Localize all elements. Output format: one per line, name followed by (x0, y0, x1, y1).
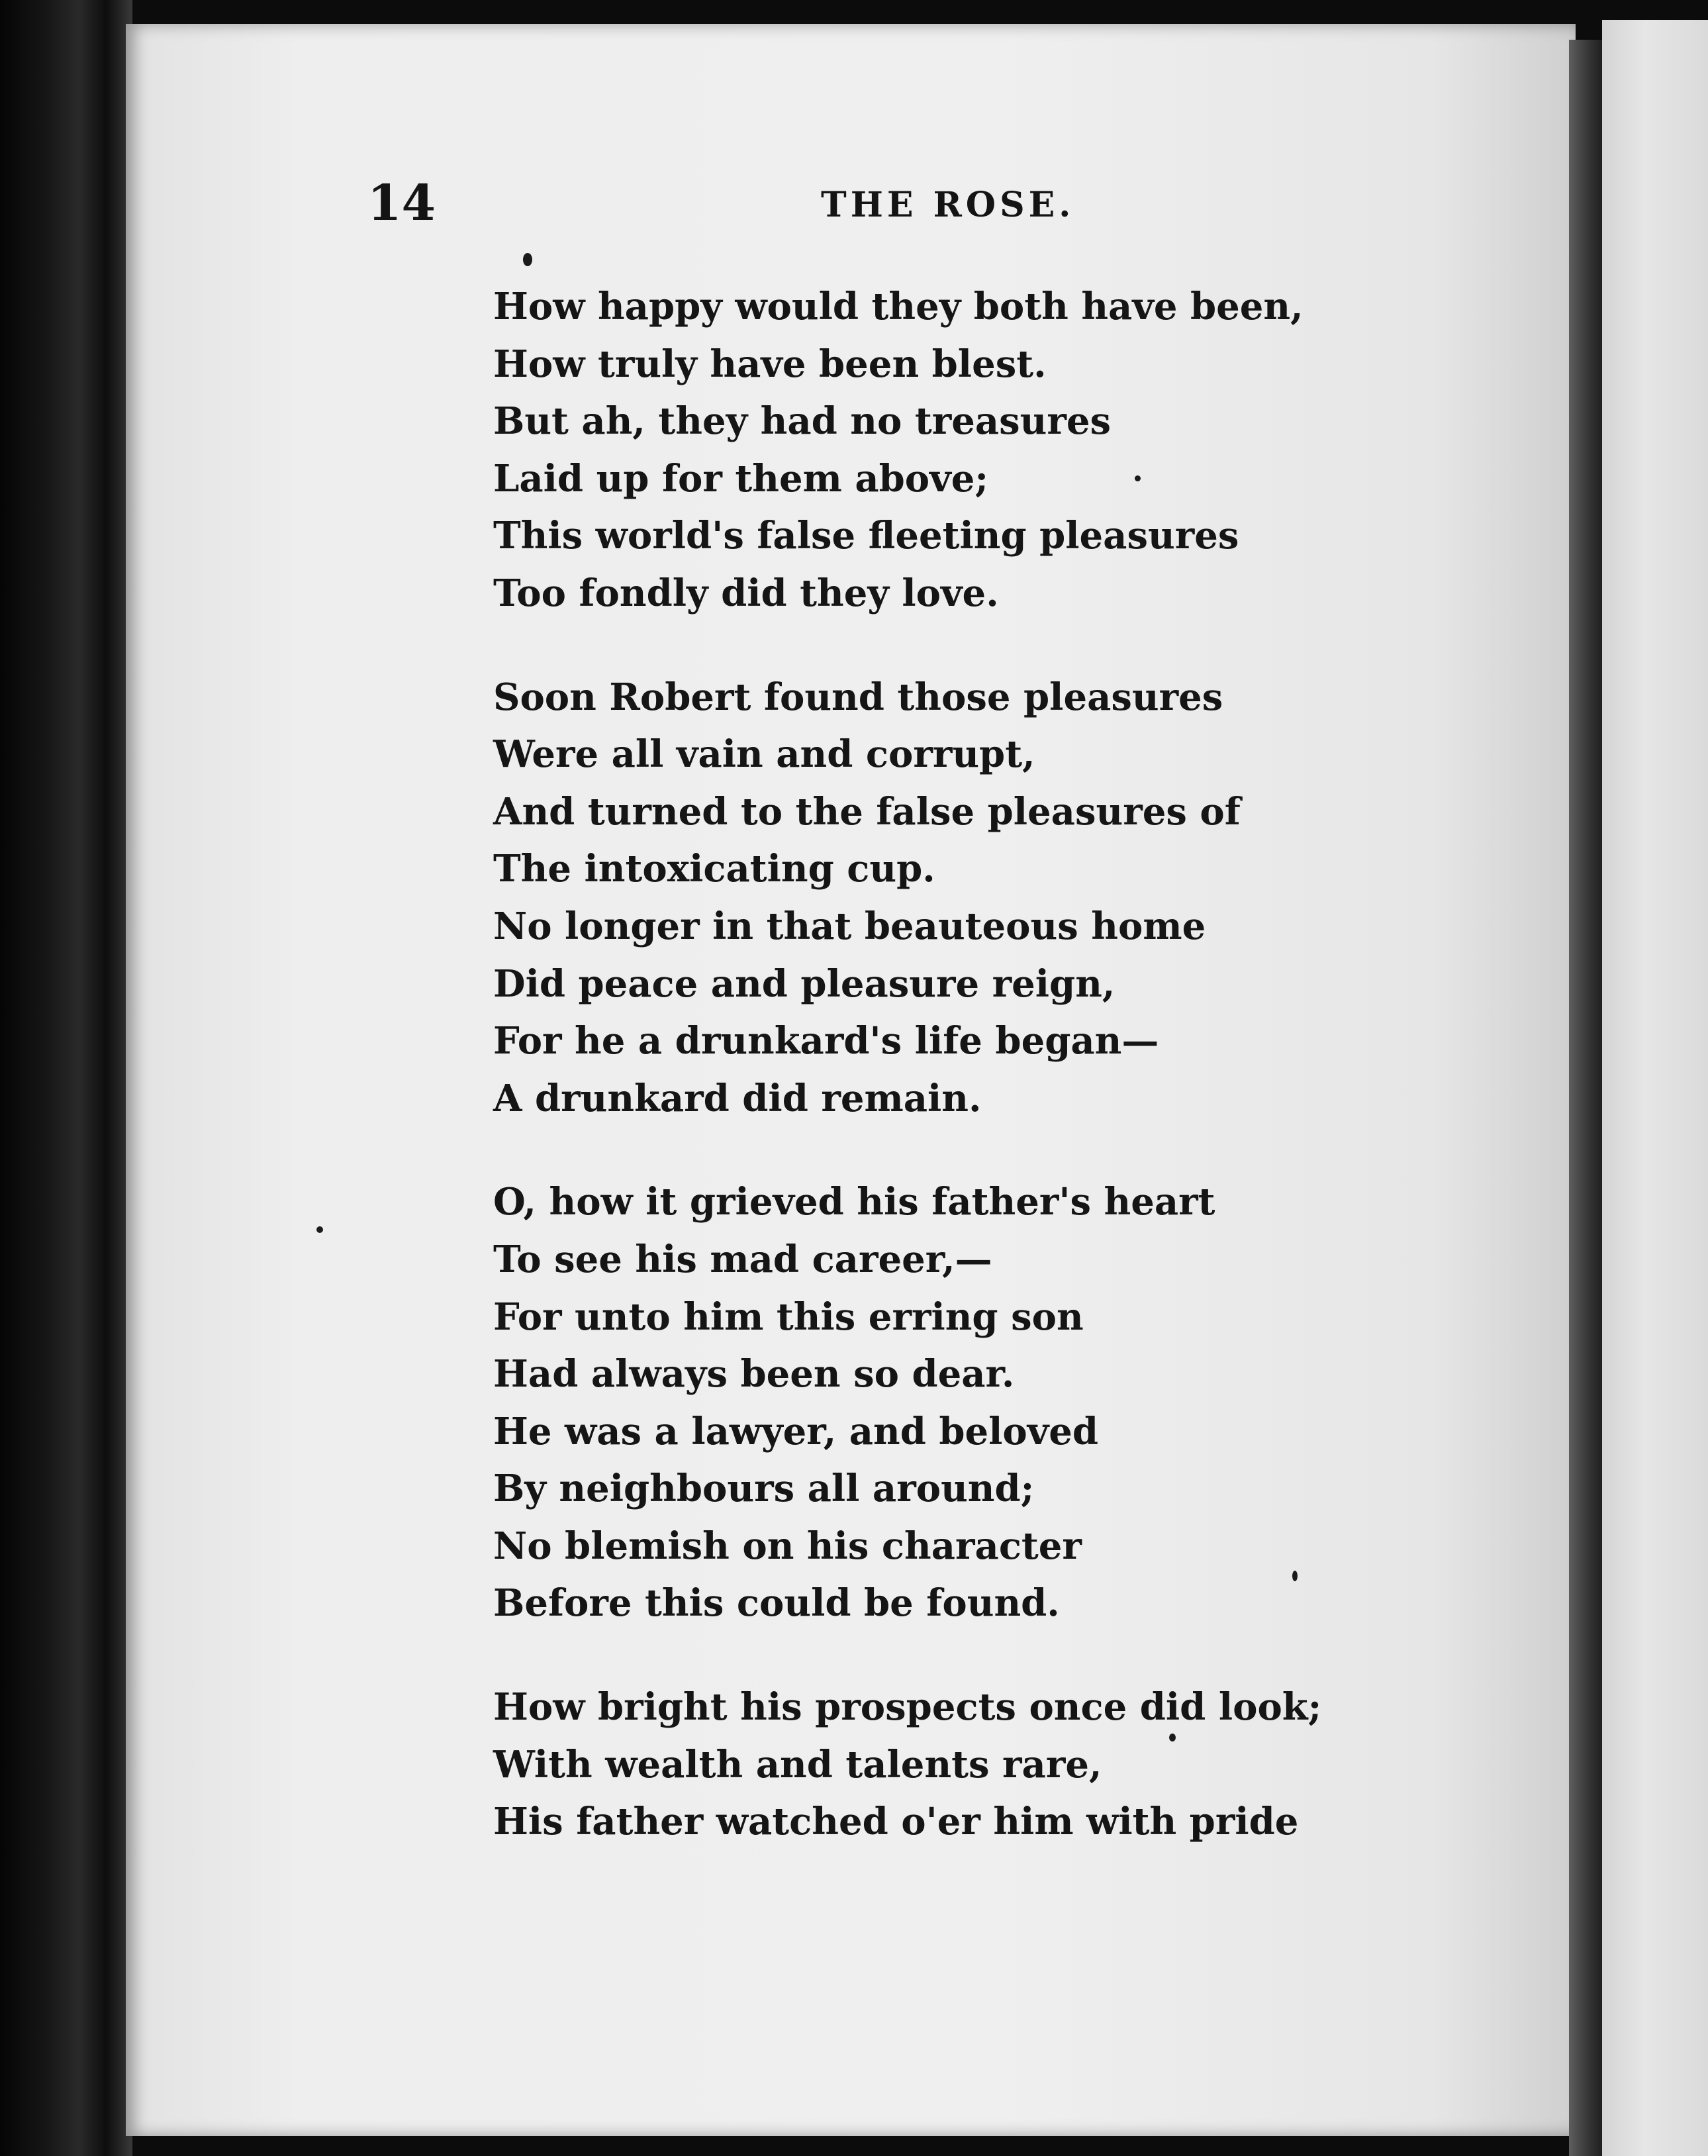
poem-line: And turned to the false pleasures of (493, 789, 1241, 834)
poem-line: How happy would they both have been, (493, 285, 1304, 328)
poem-line: Were all vain and corrupt, (493, 732, 1035, 777)
book-spine-edge (0, 0, 132, 2156)
ink-speck (1169, 1734, 1176, 1741)
poem-line: But ah, they had no treasures (493, 399, 1112, 444)
poem-line: Soon Robert found those pleasures (493, 675, 1223, 719)
page-number: 14 (367, 175, 436, 232)
ink-speck (523, 253, 532, 266)
running-title: THE ROSE. (821, 185, 1075, 225)
poem-line: No longer in that beauteous home (493, 904, 1206, 948)
page-header (0, 173, 1708, 233)
poem-line: To see his mad career,— (493, 1237, 992, 1281)
poem-text (493, 278, 1433, 1851)
stanza (493, 669, 1433, 1128)
poem-line: His father watched o'er him with pride (493, 1800, 1299, 1844)
poem-line: O, how it grieved his father's heart (493, 1180, 1215, 1224)
stanza (493, 1679, 1433, 1851)
poem-line: With wealth and talents rare, (493, 1742, 1102, 1787)
poem-line: For he a drunkard's life began— (493, 1019, 1159, 1063)
stanza (493, 278, 1433, 622)
poem-line: Before this could be found. (493, 1581, 1060, 1626)
poem-line: For unto him this erring son (493, 1295, 1084, 1339)
poem-line: Laid up for them above; (493, 456, 988, 501)
poem-line: A drunkard did remain. (493, 1076, 982, 1120)
ink-speck (1292, 1571, 1298, 1581)
page-gutter-shadow (1569, 40, 1603, 2156)
ink-speck (316, 1226, 323, 1233)
adjacent-page-edge (1602, 20, 1708, 2156)
poem-line: Too fondly did they love. (493, 571, 999, 615)
stanza (493, 1173, 1433, 1632)
poem-line: No blemish on his character (493, 1524, 1082, 1568)
ink-speck (1135, 475, 1141, 481)
poem-line: Had always been so dear. (493, 1352, 1015, 1396)
poem-line: How bright his prospects once did look; (493, 1685, 1322, 1730)
poem-line: He was a lawyer, and beloved (493, 1409, 1099, 1453)
poem-line: By neighbours all around; (493, 1467, 1035, 1511)
poem-line: Did peace and pleasure reign, (493, 961, 1115, 1006)
poem-line: The intoxicating cup. (493, 847, 935, 891)
poem-line: This world's false fleeting pleasures (493, 514, 1239, 558)
poem-line: How truly have been blest. (493, 342, 1047, 386)
